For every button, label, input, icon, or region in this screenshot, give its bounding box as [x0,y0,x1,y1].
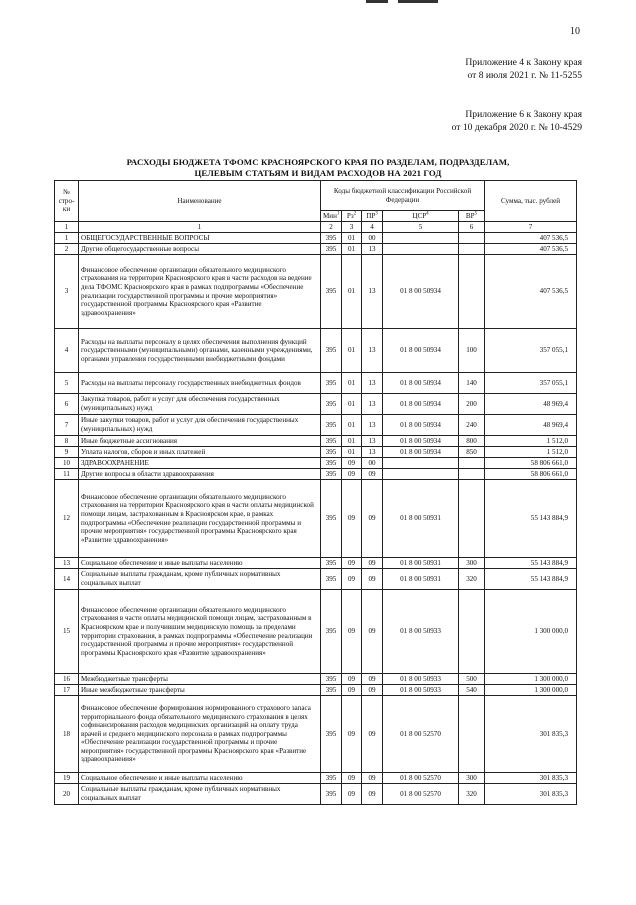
row-name: Другие общегосударственные вопросы [79,244,321,255]
row-vr: 320 [459,569,485,590]
row-vr: 100 [459,329,485,373]
row-name: Иные межбюджетные трансферты [79,685,321,696]
row-number: 13 [55,558,79,569]
row-rz: 09 [342,784,362,805]
row-vr [459,233,485,244]
row-sum: 357 055,1 [485,373,577,394]
row-number: 9 [55,447,79,458]
row-pr: 09 [362,784,383,805]
appendix-note-1-line2: от 8 июля 2021 г. № 11-5255 [467,70,582,81]
row-pr: 09 [362,773,383,784]
row-name: Иные закупки товаров, работ и услуг для обеспечения государственных (муниципальных) нужд [79,415,321,436]
table-row [55,685,577,696]
row-name: ЗДРАВООХРАНЕНИЕ [79,458,321,469]
row-rz: 09 [342,458,362,469]
row-rz: 01 [342,436,362,447]
row-min: 395 [321,373,342,394]
scan-edge-mark [366,0,388,3]
row-min: 395 [321,685,342,696]
row-rz: 01 [342,233,362,244]
row-min: 395 [321,674,342,685]
header-vr [459,211,485,222]
row-number: 20 [55,784,79,805]
row-pr: 13 [362,329,383,373]
header-name: Наименование [79,181,321,222]
row-vr [459,458,485,469]
row-pr: 09 [362,674,383,685]
row-vr [459,255,485,329]
row-csr: 01 8 00 50931 [383,480,459,558]
row-csr [383,233,459,244]
row-number: 14 [55,569,79,590]
header-csr-label: ЦСР [412,211,427,220]
row-name: ОБЩЕГОСУДАРСТВЕННЫЕ ВОПРОСЫ [79,233,321,244]
table-row [55,773,577,784]
column-index: 6 [459,222,485,233]
row-name: Социальное обеспечение и иные выплаты населению [79,773,321,784]
row-min: 395 [321,447,342,458]
row-csr: 01 8 00 50934 [383,255,459,329]
row-pr: 00 [362,233,383,244]
row-pr: 09 [362,480,383,558]
row-pr: 13 [362,447,383,458]
row-pr: 13 [362,373,383,394]
row-number: 15 [55,590,79,674]
row-min: 395 [321,558,342,569]
appendix-note-2-line1: Приложение 6 к Закону края [465,109,582,120]
header-rz [342,211,362,222]
row-rz: 01 [342,329,362,373]
header-pr [362,211,383,222]
row-number: 11 [55,469,79,480]
row-min: 395 [321,696,342,773]
row-sum: 1 300 000,0 [485,674,577,685]
row-min: 395 [321,329,342,373]
row-number: 12 [55,480,79,558]
row-name: Расходы на выплаты персоналу государственных внебюджетных фондов [79,373,321,394]
row-pr: 13 [362,394,383,415]
header-row-number [55,181,79,222]
header-min-label: Мин [323,211,337,220]
header-rz-footnote: 2 [353,211,357,217]
table-row [55,784,577,805]
row-number: 18 [55,696,79,773]
row-min: 395 [321,590,342,674]
row-sum: 301 835,3 [485,696,577,773]
column-index: 5 [383,222,459,233]
table-row [55,415,577,436]
row-pr: 00 [362,458,383,469]
row-min: 395 [321,784,342,805]
row-name: Социальное обеспечение и иные выплаты населению [79,558,321,569]
row-pr: 13 [362,255,383,329]
row-number: 17 [55,685,79,696]
appendix-note-1-line1: Приложение 4 к Закону края [465,57,582,68]
header-rz-label: Рз [346,211,354,220]
header-vr-label: ВР [465,211,475,220]
table-row [55,569,577,590]
column-index-row [55,222,577,233]
row-csr: 01 8 00 50934 [383,329,459,373]
column-index: 1 [55,222,79,233]
header-min [321,211,342,222]
header-pr-label: ПР [366,211,376,220]
table-row [55,394,577,415]
header-num-line3: ки [62,205,71,214]
row-number: 6 [55,394,79,415]
row-vr [459,244,485,255]
row-min: 395 [321,469,342,480]
row-min: 395 [321,394,342,415]
row-min: 395 [321,244,342,255]
row-min: 395 [321,255,342,329]
row-name: Социальные выплаты гражданам, кроме публичных нормативных социальных выплат [79,569,321,590]
column-index: 2 [321,222,342,233]
row-min: 395 [321,458,342,469]
row-number: 10 [55,458,79,469]
table-row [55,244,577,255]
table-row [55,373,577,394]
row-name: Иные бюджетные ассигнования [79,436,321,447]
row-min: 395 [321,436,342,447]
row-number: 8 [55,436,79,447]
header-pr-footnote: 3 [375,211,378,217]
row-pr: 13 [362,436,383,447]
row-vr [459,590,485,674]
row-sum: 1 512,0 [485,447,577,458]
row-csr: 01 8 00 52570 [383,773,459,784]
row-sum: 357 055,1 [485,329,577,373]
row-rz: 01 [342,394,362,415]
row-sum: 55 143 884,9 [485,480,577,558]
row-pr: 09 [362,590,383,674]
row-name: Межбюджетные трансферты [79,674,321,685]
row-csr: 01 8 00 50934 [383,415,459,436]
row-sum: 1 300 000,0 [485,590,577,674]
row-vr: 200 [459,394,485,415]
column-index: 1 [79,222,321,233]
row-rz: 01 [342,255,362,329]
row-min: 395 [321,415,342,436]
row-name: Финансовое обеспечение организации обязательного медицинского страхования в части оплаты медицинской помощи лицам, застрахованным в Красноярском крае и получившим медицинскую помощь за пределами территории страхования, в рамках подпрограммы «Обеспечение реализации государственной программы и прочие мероприятия» государственной программы Красноярского края «Развитие здравоохранения» [79,590,321,674]
row-rz: 01 [342,373,362,394]
row-vr [459,469,485,480]
table-row [55,255,577,329]
row-csr: 01 8 00 50934 [383,394,459,415]
table-row [55,674,577,685]
row-sum: 407 536,5 [485,233,577,244]
row-sum: 301 835,3 [485,784,577,805]
row-pr: 09 [362,685,383,696]
row-rz: 09 [342,696,362,773]
row-rz: 01 [342,415,362,436]
row-min: 395 [321,480,342,558]
row-number: 4 [55,329,79,373]
row-rz: 09 [342,569,362,590]
row-csr: 01 8 00 50934 [383,447,459,458]
table-row [55,696,577,773]
row-csr: 01 8 00 52570 [383,784,459,805]
row-csr [383,244,459,255]
row-sum: 407 536,5 [485,244,577,255]
row-rz: 09 [342,773,362,784]
row-name: Закупка товаров, работ и услуг для обеспечения государственных (муниципальных) нужд [79,394,321,415]
column-index: 4 [362,222,383,233]
row-vr: 850 [459,447,485,458]
row-rz: 09 [342,590,362,674]
appendix-note-2 [452,108,582,134]
row-vr [459,696,485,773]
table-row [55,233,577,244]
header-codes-group: Коды бюджетной классификации Российской Федерации [321,181,485,211]
row-number: 1 [55,233,79,244]
row-sum: 55 143 884,9 [485,569,577,590]
row-name: Уплата налогов, сборов и иных платежей [79,447,321,458]
header-csr-footnote: 4 [426,211,429,217]
document-title [60,157,576,179]
row-name: Социальные выплаты гражданам, кроме публичных нормативных социальных выплат [79,784,321,805]
row-csr: 01 8 00 50934 [383,436,459,447]
table-row [55,329,577,373]
row-pr: 09 [362,696,383,773]
row-rz: 01 [342,447,362,458]
row-vr: 800 [459,436,485,447]
row-vr [459,480,485,558]
row-csr: 01 8 00 50933 [383,685,459,696]
row-csr [383,469,459,480]
row-pr: 13 [362,415,383,436]
row-sum: 58 806 661,0 [485,469,577,480]
header-sum: Сумма, тыс. рублей [485,181,577,222]
column-index: 3 [342,222,362,233]
row-csr: 01 8 00 50931 [383,569,459,590]
table-row [55,458,577,469]
row-number: 19 [55,773,79,784]
scan-edge-mark [398,0,438,3]
table-row [55,436,577,447]
row-name: Другие вопросы в области здравоохранения [79,469,321,480]
row-vr: 300 [459,558,485,569]
row-csr: 01 8 00 50933 [383,674,459,685]
row-name: Финансовое обеспечение формирования нормированного страхового запаса территориального фонда обязательного медицинского страхования в целях софинансирования расходов медицинских организаций на оплату труда врачей и среднего медицинского персонала в рамках подпрограммы «Обеспечение реализации государственной программы и прочие мероприятия» государственной программы Красноярского края «Развитие здравоохранения» [79,696,321,773]
row-min: 395 [321,233,342,244]
header-min-footnote: 1 [336,211,340,217]
row-number: 3 [55,255,79,329]
column-index: 7 [485,222,577,233]
row-name: Финансовое обеспечение организации обязательного медицинского страхования на территории Красноярского края в части оплаты медицинской помощи лицам, застрахованным в Красноярском крае, в рамках подпрограммы «Обеспечение реализации государственной программы и прочие мероприятия» государственной программы Красноярского края «Развитие здравоохранения» [79,480,321,558]
row-sum: 58 806 661,0 [485,458,577,469]
row-pr: 09 [362,469,383,480]
row-vr: 500 [459,674,485,685]
table-row [55,469,577,480]
row-min: 395 [321,569,342,590]
row-number: 2 [55,244,79,255]
row-sum: 48 969,4 [485,394,577,415]
document-title-line2: ЦЕЛЕВЫМ СТАТЬЯМ И ВИДАМ РАСХОДОВ НА 2021 ГОД [194,168,442,178]
row-csr [383,458,459,469]
row-sum: 1 300 000,0 [485,685,577,696]
row-pr: 09 [362,569,383,590]
row-vr: 140 [459,373,485,394]
header-num-line2: стро- [58,196,75,205]
appendix-note-2-line2: от 10 декабря 2020 г. № 10-4529 [451,122,582,133]
table-row [55,447,577,458]
row-rz: 09 [342,558,362,569]
row-rz: 01 [342,244,362,255]
row-name: Финансовое обеспечение организации обязательного медицинского страхования на территории Красноярского края в части расходов на ведение дела ТФОМС Красноярского края в рамках подпрограммы «Обеспечение реализации государственной программы и прочие мероприятия» государственной программы Красноярского края «Развитие здравоохранения» [79,255,321,329]
row-number: 16 [55,674,79,685]
row-name: Расходы на выплаты персоналу в целях обеспечения выполнения функций государственными (муниципальными) органами, казенными учреждениями, органами управления государственными внебюджетными фондами [79,329,321,373]
document-title-line1: РАСХОДЫ БЮДЖЕТА ТФОМС КРАСНОЯРСКОГО КРАЯ ПО РАЗДЕЛАМ, ПОДРАЗДЕЛАМ, [126,157,510,167]
row-csr: 01 8 00 52570 [383,696,459,773]
row-sum: 301 835,3 [485,773,577,784]
row-csr: 01 8 00 50931 [383,558,459,569]
row-min: 395 [321,773,342,784]
row-csr: 01 8 00 50934 [383,373,459,394]
header-vr-footnote: 5 [474,211,478,217]
row-rz: 09 [342,469,362,480]
row-number: 5 [55,373,79,394]
row-vr: 300 [459,773,485,784]
row-number: 7 [55,415,79,436]
expenses-table [54,180,577,805]
row-rz: 09 [342,685,362,696]
row-vr: 240 [459,415,485,436]
row-rz: 09 [342,480,362,558]
header-num-line1: № [63,188,70,197]
row-sum: 1 512,0 [485,436,577,447]
table-row [55,590,577,674]
row-pr: 13 [362,244,383,255]
row-pr: 09 [362,558,383,569]
appendix-note-1 [465,56,582,82]
row-vr: 320 [459,784,485,805]
row-sum: 48 969,4 [485,415,577,436]
row-sum: 407 536,5 [485,255,577,329]
row-rz: 09 [342,674,362,685]
row-sum: 55 143 884,9 [485,558,577,569]
row-csr: 01 8 00 50933 [383,590,459,674]
header-csr [383,211,459,222]
table-row [55,480,577,558]
table-row [55,558,577,569]
row-vr: 540 [459,685,485,696]
page-number: 10 [570,26,580,37]
